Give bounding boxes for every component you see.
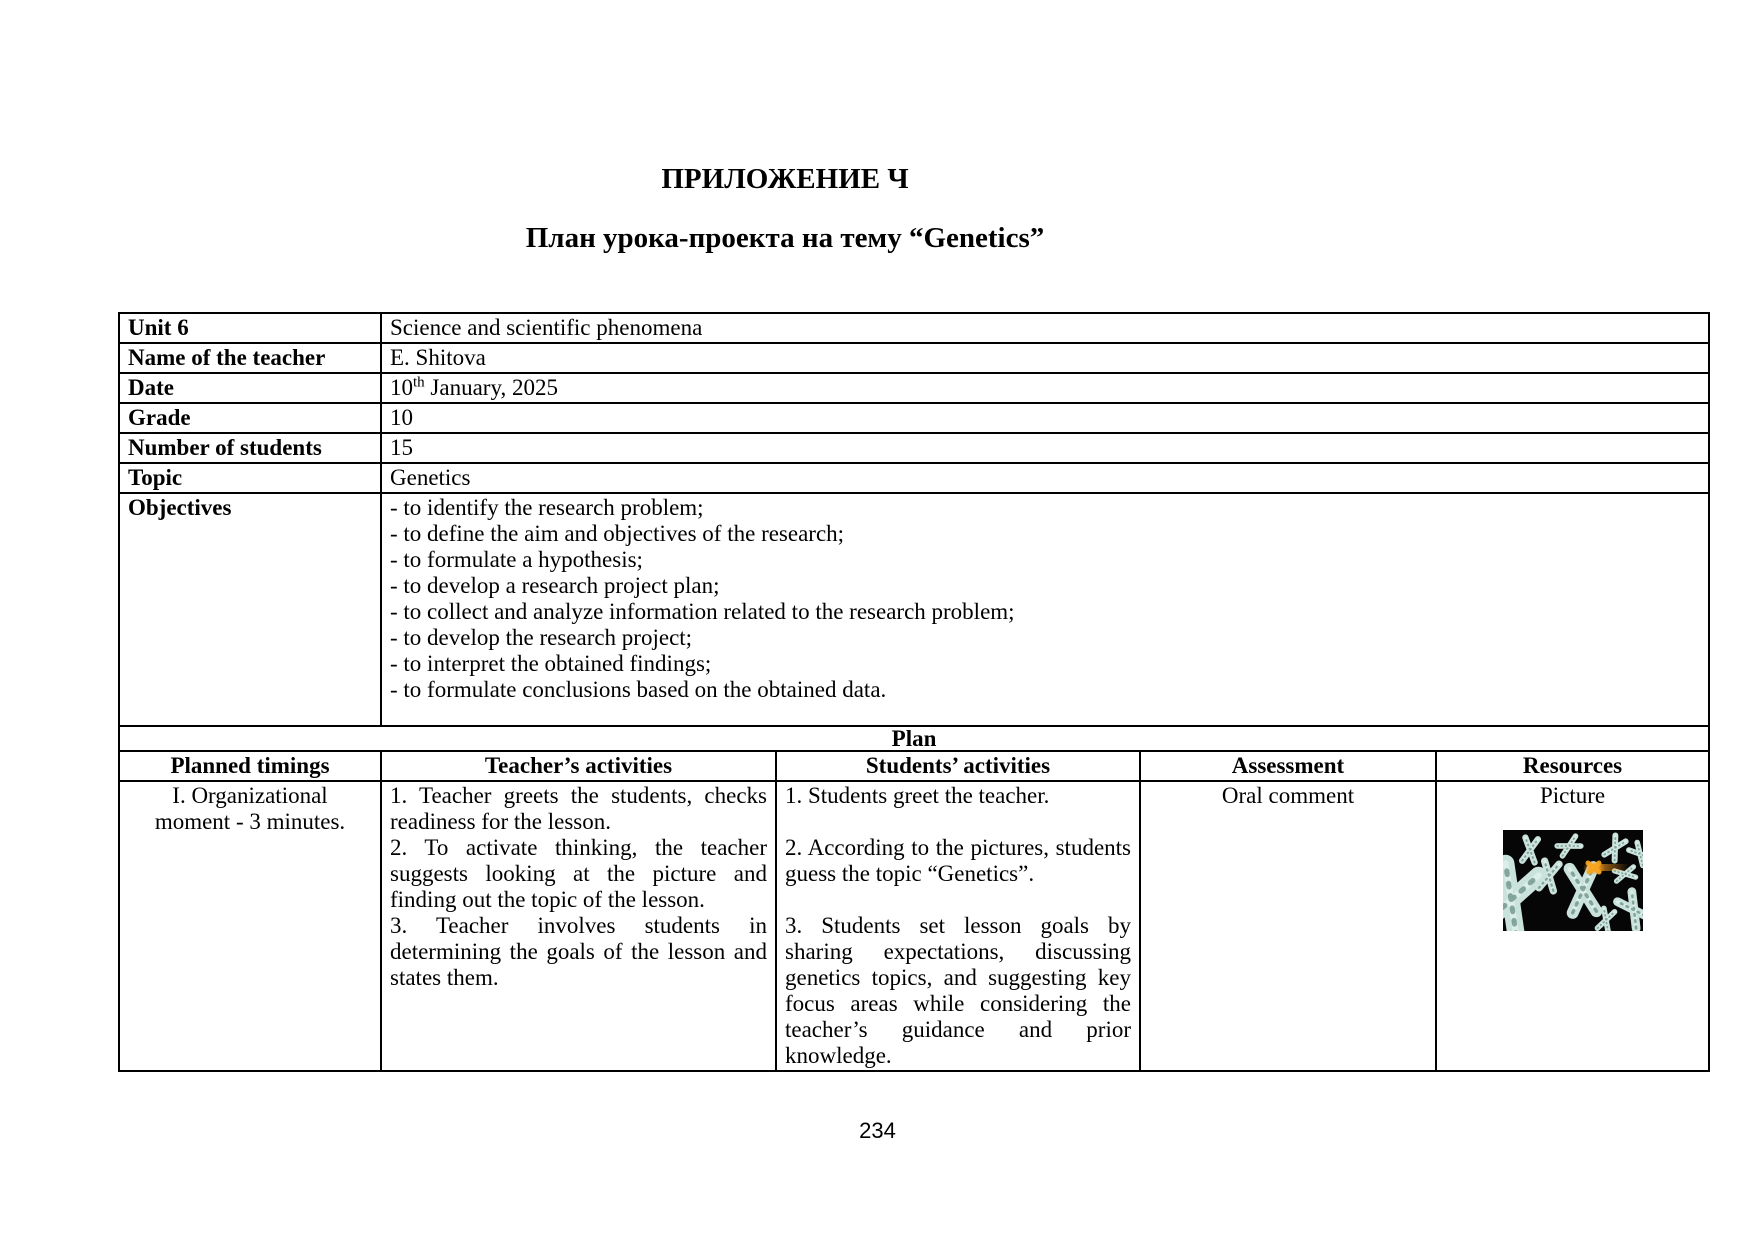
objective-item: - to collect and analyze information related to the research problem; — [390, 599, 1015, 624]
date-ordinal-suffix: th — [413, 374, 425, 391]
info-value-topic: Genetics — [381, 463, 1709, 493]
student-activities-cell — [776, 781, 1140, 1071]
table-row — [119, 463, 1709, 493]
table-row — [119, 726, 1709, 751]
objectives-list — [381, 493, 1709, 726]
info-label-teacher-name: Name of the teacher — [119, 343, 381, 373]
lesson-plan-table — [118, 312, 1710, 1072]
table-row — [119, 373, 1709, 403]
info-value-grade: 10 — [381, 403, 1709, 433]
table-row — [119, 313, 1709, 343]
column-header-student-activities: Students’ activities — [776, 751, 1140, 781]
chromosomes-picture — [1503, 830, 1643, 931]
objective-item: - to define the aim and objectives of the research; — [390, 521, 845, 546]
appendix-title: ПРИЛОЖЕНИЕ Ч — [661, 163, 909, 195]
plan-header-row — [119, 751, 1709, 781]
objective-item: - to interpret the obtained findings; — [390, 651, 712, 676]
teacher-activity-paragraph: 2. To activate thinking, the teacher suggests looking at the picture and finding out the topic of the lesson. — [390, 835, 767, 912]
student-activity-paragraph: 3. Students set lesson goals by sharing expectations, discussing genetics topics, and suggesting key focus areas while considering the teacher’s guidance and prior knowledge. — [785, 913, 1131, 1068]
plan-section-title: Plan — [119, 726, 1709, 751]
date-month-year: January, 2025 — [424, 375, 558, 400]
info-label-students-number: Number of students — [119, 433, 381, 463]
resources-label: Picture — [1539, 783, 1606, 808]
info-value-students-number: 15 — [381, 433, 1709, 463]
timing-text: I. Organizational moment - 3 minutes. — [154, 783, 346, 834]
column-header-planned-timings: Planned timings — [119, 751, 381, 781]
info-label-grade: Grade — [119, 403, 381, 433]
teacher-activity-paragraph: 3. Teacher involves students in determining the goals of the lesson and states them. — [390, 913, 767, 990]
table-row — [119, 493, 1709, 726]
info-label-unit: Unit 6 — [119, 313, 381, 343]
info-value-unit: Science and scientific phenomena — [381, 313, 1709, 343]
teacher-activities-cell — [381, 781, 776, 1071]
teacher-activity-paragraph: 1. Teacher greets the students, checks readiness for the lesson. — [390, 783, 767, 834]
timing-cell — [119, 781, 381, 1071]
objective-item: - to develop a research project plan; — [390, 573, 720, 598]
page-number: 234 — [859, 1118, 896, 1143]
info-value-date — [381, 373, 1709, 403]
student-activity-paragraph: 2. According to the pictures, students guess the topic “Genetics”. — [785, 835, 1131, 886]
objective-item: - to identify the research problem; — [390, 495, 704, 520]
objective-item: - to formulate conclusions based on the obtained data. — [390, 677, 887, 702]
table-row — [119, 433, 1709, 463]
assessment-cell: Oral comment — [1140, 781, 1436, 1071]
column-header-resources: Resources — [1436, 751, 1709, 781]
resources-cell — [1436, 781, 1709, 1071]
table-row — [119, 343, 1709, 373]
objective-item: - to formulate a hypothesis; — [390, 547, 643, 572]
objective-item: - to develop the research project; — [390, 625, 693, 650]
table-row — [119, 403, 1709, 433]
student-activity-paragraph: 1. Students greet the teacher. — [785, 783, 1050, 808]
lesson-plan-title: План урока-проекта на тему “Genetics” — [525, 222, 1045, 254]
plan-content-row — [119, 781, 1709, 1071]
info-label-date: Date — [119, 373, 381, 403]
date-day: 10 — [390, 375, 413, 400]
column-header-assessment: Assessment — [1140, 751, 1436, 781]
objectives-label: Objectives — [119, 493, 381, 726]
info-label-topic: Topic — [119, 463, 381, 493]
info-value-teacher-name: E. Shitova — [381, 343, 1709, 373]
column-header-teacher-activities: Teacher’s activities — [381, 751, 776, 781]
